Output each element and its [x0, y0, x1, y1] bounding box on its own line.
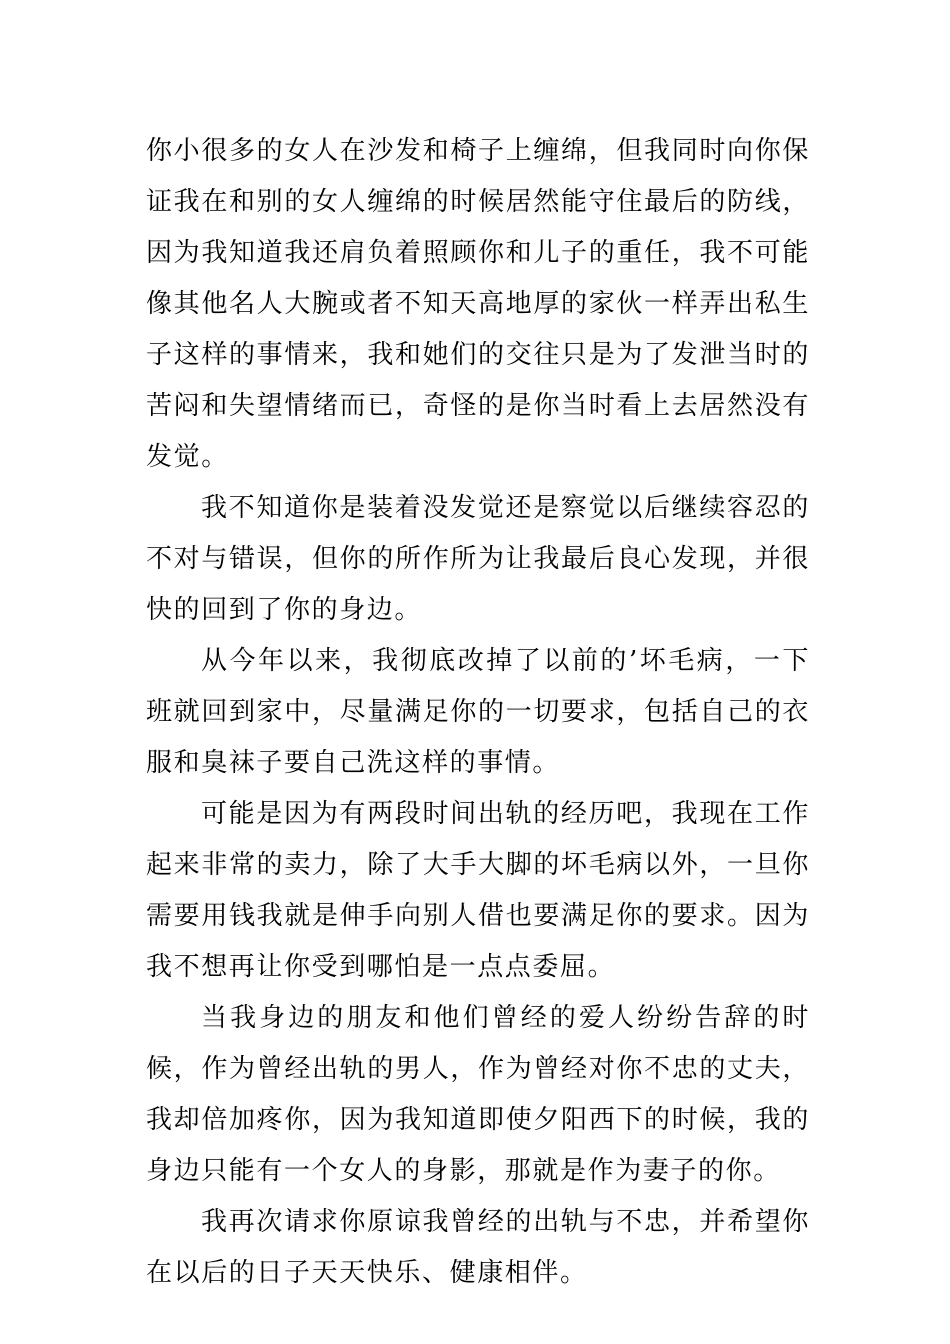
- paragraph-continued: 你小很多的女人在沙发和椅子上缠绵，但我同时向你保证我在和别的女人缠绵的时候居然能守住最后的防线，因为我知道我还肩负着照顾你和儿子的重任，我不可能像其他名人大腕或者不知天高地厚的家伙一样弄出私生子这样的事情来，我和她们的交往只是为了发泄当时的苦闷和失望情绪而已，奇怪的是你当时看上去居然没有发觉。: [146, 136, 810, 472]
- paragraph: 可能是因为有两段时间出轨的经历吧，我现在工作起来非常的卖力，除了大手大脚的坏毛病以外，一旦你需要用钱我就是伸手向别人借也要满足你的要求。因为我不想再让你受到哪怕是一点点委屈。: [146, 799, 810, 982]
- paragraph: 从今年以来，我彻底改掉了以前的’坏毛病，一下班就回到家中，尽量满足你的一切要求，包括自己的衣服和臭袜子要自己洗这样的事情。: [146, 646, 810, 778]
- paragraph: 我不知道你是装着没发觉还是察觉以后继续容忍的不对与错误，但你的所作所为让我最后良心发现，并很快的回到了你的身边。: [146, 493, 810, 625]
- document-body: [146, 126, 810, 1299]
- paragraph: 当我身边的朋友和他们曾经的爱人纷纷告辞的时候，作为曾经出轨的男人，作为曾经对你不忠的丈夫，我却倍加疼你，因为我知道即使夕阳西下的时候，我的身边只能有一个女人的身影，那就是作为妻子的你。: [146, 1003, 810, 1186]
- paragraph: 我再次请求你原谅我曾经的出轨与不忠，并希望你在以后的日子天天快乐、健康相伴。: [146, 1207, 810, 1288]
